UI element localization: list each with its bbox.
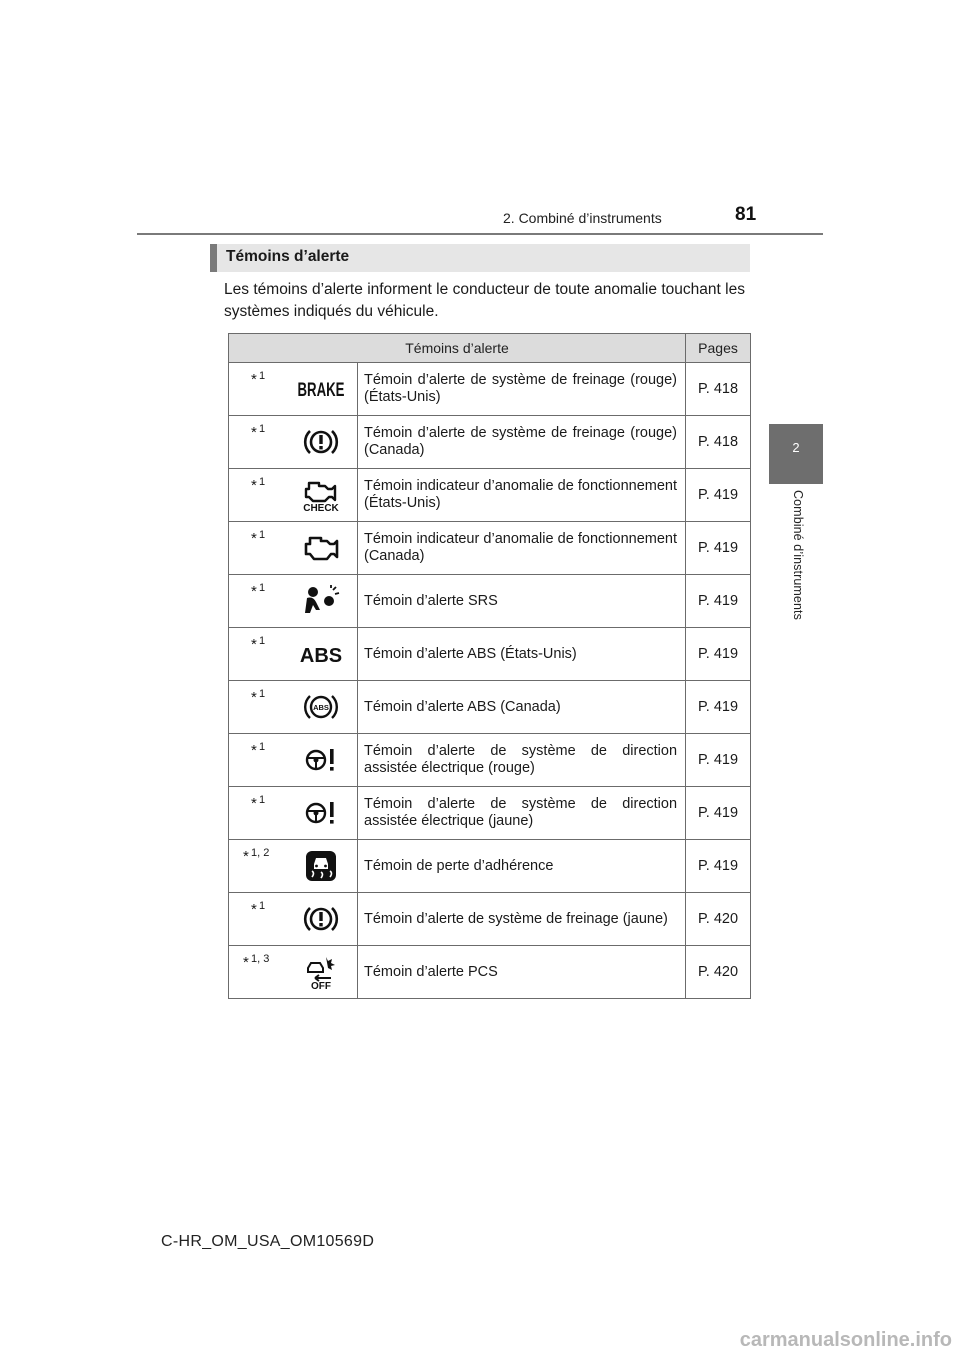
footnote-number: 1, 2 [251, 847, 270, 859]
footnote-number: 1 [259, 688, 266, 700]
warning-light-description: Témoin indicateur d’anomalie de fonctionnement (Canada) [358, 522, 686, 575]
brake-text-icon [296, 380, 346, 401]
footnote-number: 1 [259, 582, 266, 594]
section-title: 2. Combiné d’instruments [503, 210, 662, 226]
asterisk-icon: * [243, 848, 249, 865]
footnote-mark [229, 575, 285, 628]
footnote-mark [229, 787, 285, 840]
warning-light-cell [285, 681, 358, 734]
warning-light-description: Témoin indicateur d’anomalie de fonctionnement (États-Unis) [358, 469, 686, 522]
page-reference-link[interactable]: P. 419 [686, 840, 751, 893]
asterisk-icon: * [251, 901, 257, 918]
col-header-pages: Pages [686, 334, 751, 363]
table-row [229, 469, 751, 522]
slip-indicator-icon [305, 857, 337, 874]
table-header-row [229, 334, 751, 363]
footnote-number: 1 [259, 370, 266, 382]
brake-circle-exclamation-icon [303, 433, 339, 450]
steering-warning-icon [303, 804, 339, 821]
intro-paragraph: Les témoins d’alerte informent le conducteur de toute anomalie touchant les systèmes indiqués du véhicule. [224, 281, 745, 320]
footnote-number: 1 [259, 529, 266, 541]
asterisk-icon: * [251, 795, 257, 812]
warning-light-description: Témoin d’alerte de système de freinage (jaune) [358, 893, 686, 946]
chapter-tab-number: 2 [792, 440, 800, 455]
steering-warning-icon [303, 751, 339, 768]
footnote-number: 1 [259, 794, 266, 806]
table-row [229, 416, 751, 469]
table-row [229, 522, 751, 575]
asterisk-icon: * [251, 636, 257, 653]
table-row [229, 363, 751, 416]
col-header-warning-lights: Témoins d’alerte [229, 334, 686, 363]
page-reference-link[interactable]: P. 419 [686, 734, 751, 787]
box-header [210, 244, 750, 272]
chapter-tab[interactable] [769, 424, 823, 484]
table-row [229, 787, 751, 840]
table-row [229, 734, 751, 787]
table-row [229, 893, 751, 946]
footnote-mark [229, 522, 285, 575]
warning-light-cell [285, 575, 358, 628]
footnote-mark [229, 628, 285, 681]
asterisk-icon: * [251, 742, 257, 759]
page-reference-link[interactable]: P. 420 [686, 946, 751, 999]
table-row [229, 946, 751, 999]
asterisk-icon: * [243, 954, 249, 971]
table-row [229, 681, 751, 734]
table-row [229, 628, 751, 681]
asterisk-icon: * [251, 689, 257, 706]
brake-circle-exclamation-icon [303, 910, 339, 927]
page-reference-link[interactable]: P. 418 [686, 363, 751, 416]
table-row [229, 840, 751, 893]
asterisk-icon: * [251, 477, 257, 494]
box-title: Témoins d’alerte [226, 248, 350, 265]
chapter-side-label: Combiné d’instruments [791, 490, 805, 620]
footnote-number: 1, 3 [251, 953, 270, 965]
watermark: carmanualsonline.info [739, 1329, 952, 1351]
page-reference-link[interactable]: P. 419 [686, 787, 751, 840]
page-number: 81 [735, 204, 757, 225]
warning-light-description: Témoin d’alerte SRS [358, 575, 686, 628]
page-reference-link[interactable]: P. 419 [686, 681, 751, 734]
footnote-mark [229, 681, 285, 734]
page-reference-link[interactable]: P. 419 [686, 522, 751, 575]
warning-lights-table [228, 333, 751, 999]
engine-check-icon [301, 486, 341, 514]
warning-light-cell [285, 840, 358, 893]
srs-airbag-icon [302, 592, 340, 609]
asterisk-icon: * [251, 371, 257, 388]
warning-light-description: Témoin d’alerte ABS (Canada) [358, 681, 686, 734]
page-reference-link[interactable]: P. 419 [686, 628, 751, 681]
footnote-mark [229, 734, 285, 787]
warning-light-description: Témoin de perte d’adhérence [358, 840, 686, 893]
footnote-mark [229, 840, 285, 893]
warning-light-description: Témoin d’alerte de système de freinage (rouge) (États-Unis) [358, 363, 686, 416]
warning-light-cell [285, 734, 358, 787]
footnote-mark [229, 469, 285, 522]
table-row [229, 575, 751, 628]
warning-light-description: Témoin d’alerte ABS (États-Unis) [358, 628, 686, 681]
asterisk-icon: * [251, 583, 257, 600]
footnote-number: 1 [259, 476, 266, 488]
footnote-number: 1 [259, 900, 266, 912]
warning-light-description: Témoin d’alerte de système de direction assistée électrique (rouge) [358, 734, 686, 787]
pcs-off-icon [302, 963, 340, 992]
footnote-number: 1 [259, 423, 266, 435]
footnote-mark [229, 893, 285, 946]
warning-light-description: Témoin d’alerte PCS [358, 946, 686, 999]
page-reference-link[interactable]: P. 419 [686, 469, 751, 522]
warning-light-cell [285, 893, 358, 946]
warning-light-description: Témoin d’alerte de système de freinage (rouge) (Canada) [358, 416, 686, 469]
asterisk-icon: * [251, 424, 257, 441]
page-reference-link[interactable]: P. 420 [686, 893, 751, 946]
footnote-number: 1 [259, 741, 266, 753]
warning-light-cell [285, 946, 358, 999]
warning-light-cell [285, 522, 358, 575]
abs-text-icon [297, 645, 345, 667]
warning-light-description: Témoin d’alerte de système de direction assistée électrique (jaune) [358, 787, 686, 840]
page-reference-link[interactable]: P. 418 [686, 416, 751, 469]
footnote-number: 1 [259, 635, 266, 647]
footnote-mark [229, 416, 285, 469]
footnote-mark [229, 946, 285, 999]
svg-text:BRAKE: BRAKE [297, 380, 345, 401]
warning-light-cell [285, 469, 358, 522]
svg-text:OFF: OFF [310, 981, 331, 992]
footer-document-code: C-HR_OM_USA_OM10569D [161, 1233, 375, 1250]
warning-light-cell [285, 416, 358, 469]
svg-text:ABS: ABS [299, 645, 342, 667]
engine-icon [301, 539, 341, 556]
warning-light-cell [285, 363, 358, 416]
warning-light-cell [285, 787, 358, 840]
warning-light-cell [285, 628, 358, 681]
page-reference-link[interactable]: P. 419 [686, 575, 751, 628]
abs-circle-icon [303, 698, 339, 715]
asterisk-icon: * [251, 530, 257, 547]
header-rule [137, 233, 823, 235]
svg-text:CHECK: CHECK [302, 503, 339, 514]
footnote-mark [229, 363, 285, 416]
svg-text:ABS: ABS [312, 703, 329, 712]
